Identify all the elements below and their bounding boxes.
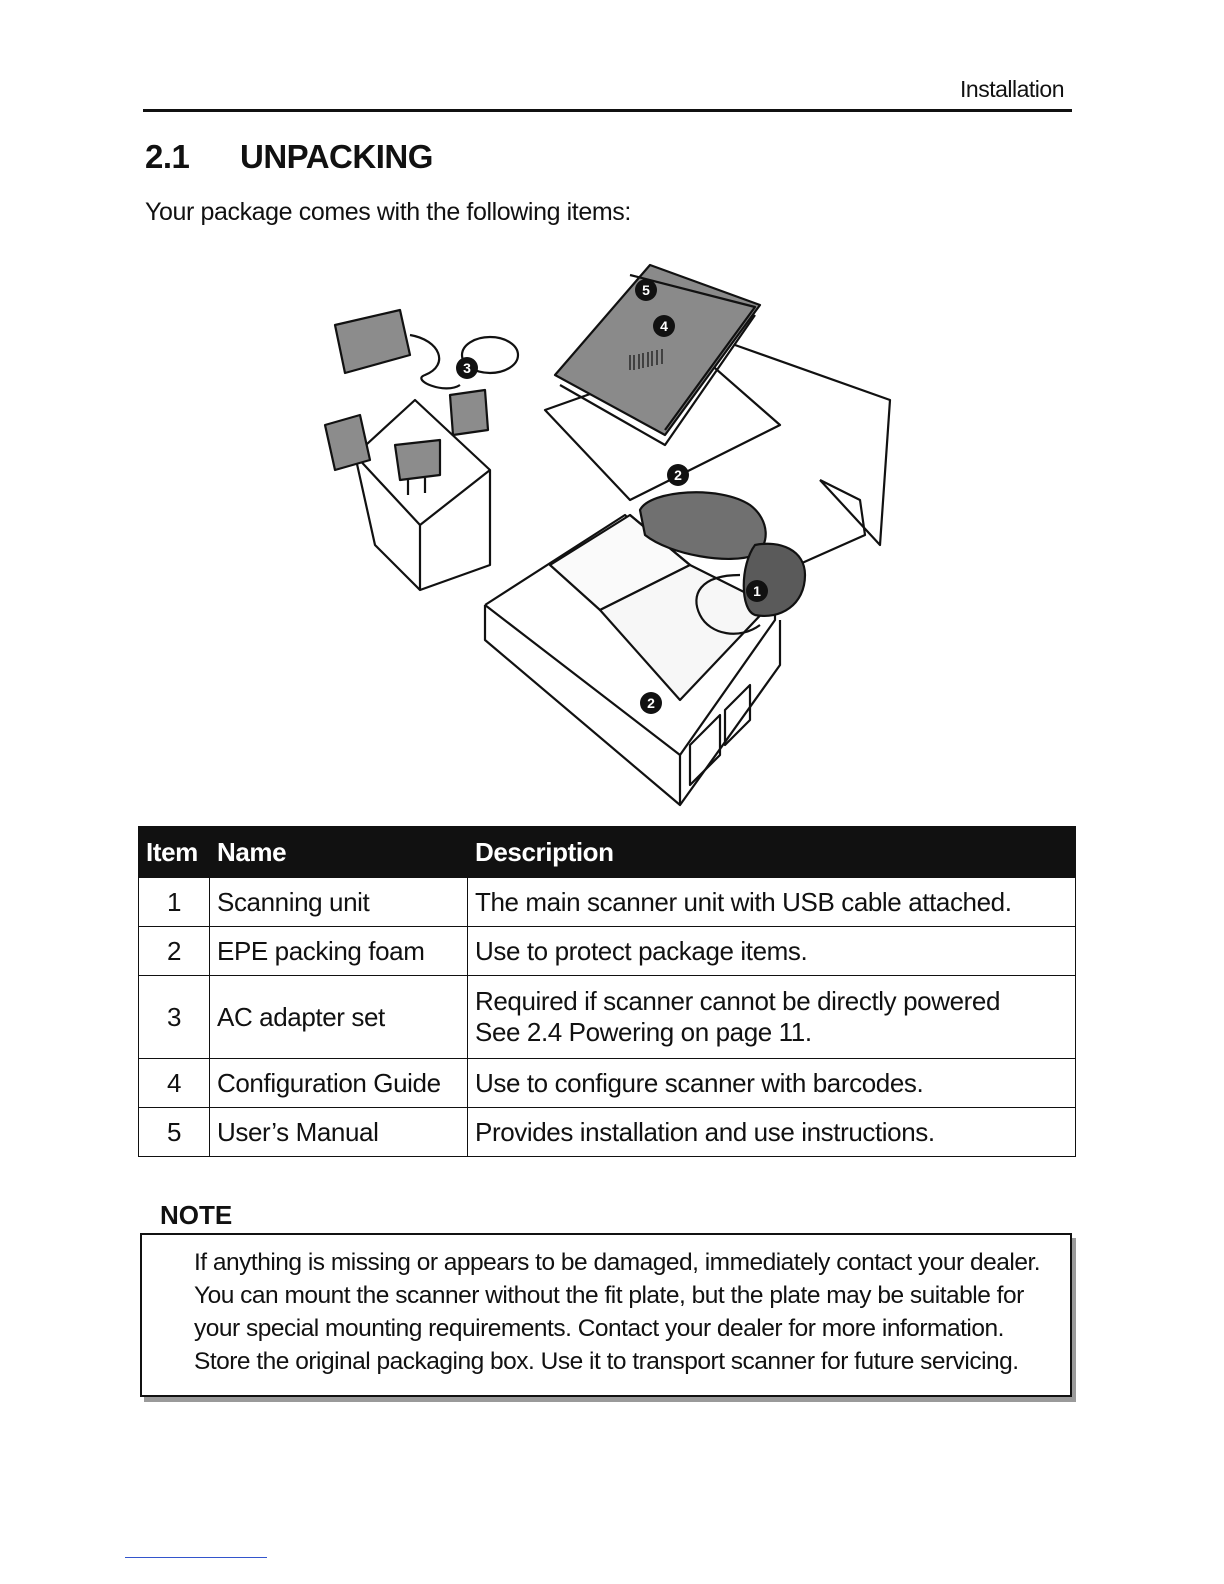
item-name: Configuration Guide: [210, 1059, 468, 1108]
package-items-table: [138, 826, 1076, 1157]
svg-text:2: 2: [674, 467, 682, 483]
item-description-line: See 2.4 Powering on page 11.: [475, 1017, 812, 1047]
header-rule: [143, 109, 1072, 112]
note-line: Store the original packaging box. Use it to transport scanner for future servicing.: [194, 1348, 1019, 1375]
callout-2-top: [667, 464, 689, 486]
callout-4: [653, 315, 675, 337]
item-description: The main scanner unit with USB cable attached.: [468, 878, 1076, 927]
item-description: Use to configure scanner with barcodes.: [468, 1059, 1076, 1108]
item-number: 2: [139, 927, 210, 976]
callout-3: [456, 357, 478, 379]
item-number: 1: [139, 878, 210, 927]
svg-text:1: 1: [753, 583, 761, 599]
header-name: Name: [210, 827, 468, 878]
table-row: [139, 1108, 1076, 1157]
note-line: your special mounting requirements. Contact your dealer for more information.: [194, 1315, 1004, 1342]
item-description: Provides installation and use instructions.: [468, 1108, 1076, 1157]
header-item: Item: [139, 827, 210, 878]
item-name: EPE packing foam: [210, 927, 468, 976]
svg-text:5: 5: [642, 282, 650, 298]
section-title-text: UNPACKING: [240, 138, 433, 175]
item-number: 4: [139, 1059, 210, 1108]
unpacking-box-illustration: [300, 245, 920, 810]
item-description-line: Required if scanner cannot be directly powered: [475, 986, 1001, 1016]
section-title: [145, 138, 433, 176]
note-line: You can mount the scanner without the fit plate, but the plate may be suitable for: [194, 1282, 1024, 1309]
callout-5: [635, 279, 657, 301]
table-row: [139, 927, 1076, 976]
header-section-label: Installation: [960, 76, 1064, 102]
table-row: [139, 1059, 1076, 1108]
item-name: User’s Manual: [210, 1108, 468, 1157]
item-description: [468, 976, 1076, 1059]
table-row: [139, 976, 1076, 1059]
table-header-row: [139, 827, 1076, 878]
item-name: AC adapter set: [210, 976, 468, 1059]
svg-text:3: 3: [463, 360, 471, 376]
svg-text:2: 2: [647, 695, 655, 711]
item-number: 5: [139, 1108, 210, 1157]
item-number: 3: [139, 976, 210, 1059]
box-drawing: [325, 265, 890, 805]
intro-text: Your package comes with the following items:: [145, 198, 631, 226]
footer-rule: [125, 1557, 267, 1558]
item-name: Scanning unit: [210, 878, 468, 927]
callout-1: [746, 580, 768, 602]
note-line: If anything is missing or appears to be damaged, immediately contact your dealer.: [194, 1249, 1041, 1276]
callout-2-bottom: [640, 692, 662, 714]
table-row: [139, 878, 1076, 927]
note-label: NOTE: [160, 1200, 233, 1230]
note-box: [140, 1233, 1072, 1397]
item-description: Use to protect package items.: [468, 927, 1076, 976]
svg-text:4: 4: [660, 318, 668, 334]
section-number: 2.1: [145, 138, 190, 175]
header-description: Description: [468, 827, 1076, 878]
